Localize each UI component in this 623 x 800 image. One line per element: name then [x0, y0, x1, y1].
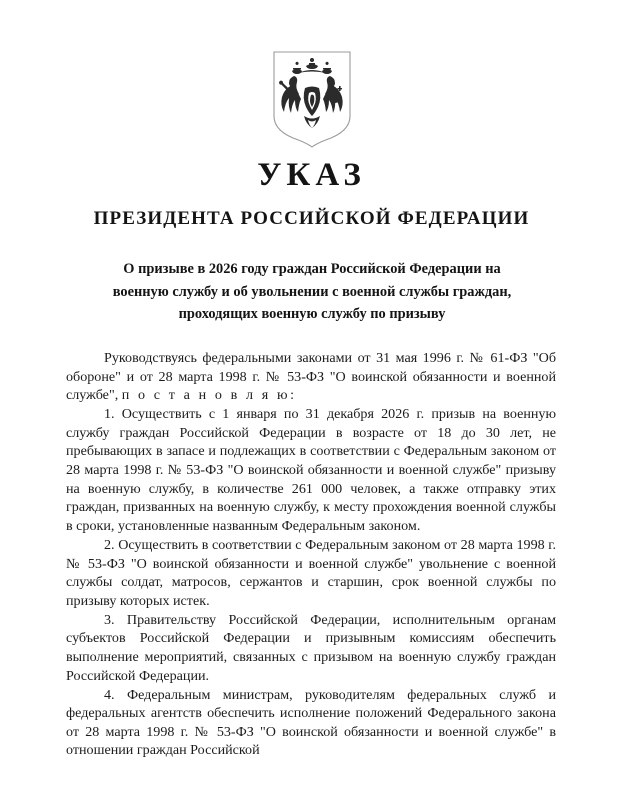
preamble-decree-verb: п о с т а н о в л я ю:	[121, 387, 297, 404]
subject-line-1: О призыве в 2026 году граждан Российской Федерации на	[123, 261, 501, 277]
document-title: УКАЗ	[257, 157, 366, 193]
issuing-authority: ПРЕЗИДЕНТА РОССИЙСКОЙ ФЕДЕРАЦИИ	[93, 207, 530, 229]
clause-4-text: Федеральным министрам, руководителям федеральных служб и федеральных агентств обеспечить исполнение положений Федерального закона от 28 марта 1998 г. № 53-ФЗ "О воинской обязанности и военной службе" в отношении граждан Российской	[66, 686, 556, 759]
clause-1-number: 1.	[104, 406, 115, 423]
subject-line-3: проходящих военную службу по призыву	[178, 306, 446, 322]
subject-heading	[72, 258, 552, 326]
clause-3-number: 3.	[104, 611, 115, 628]
preamble-paragraph	[66, 349, 556, 405]
clause-4-number: 4.	[104, 686, 115, 703]
clause-1	[66, 405, 556, 535]
document-body	[66, 349, 556, 760]
russian-coat-of-arms-icon	[271, 50, 353, 148]
title-block	[0, 158, 623, 230]
clause-3-text: Правительству Российской Федерации, исполнительным органам субъектов Российской Федерации и призывным комиссиям обеспечить выполнение мероприятий, связанных с призывом на военную службу граждан Российской Федерации.	[66, 611, 556, 684]
emblem-container	[0, 50, 623, 148]
preamble-text: Руководствуясь федеральными законами от 31 мая 1996 г. № 61-ФЗ "Об обороне" и от 28 марта 1998 г. № 53-ФЗ "О воинской обязанности и военной службе",	[66, 350, 556, 404]
clause-2-text: Осуществить в соответствии с Федеральным законом от 28 марта 1998 г. № 53-ФЗ "О воинской обязанности и военной службе" увольнение с военной службы солдат, матросов, сержантов и старшин, срок военной службы по призыву которых истек.	[66, 536, 556, 609]
clause-3	[66, 611, 556, 685]
clause-4	[66, 686, 556, 760]
clause-1-text: Осуществить с 1 января по 31 декабря 2026 г. призыв на военную службу граждан Российской Федерации в возрасте от 18 до 30 лет, не пребывающих в запасе и подлежащих в соответствии с Федеральным законом от 28 марта 1998 г. № 53-ФЗ "О воинской обязанности и военной службе" призыву на военную службу, в количестве 261 000 человек, а также отправку этих граждан, призванных на военную службу, к месту прохождения военной службы в сроки, установленные названным Федеральным законом.	[66, 406, 556, 534]
clause-2	[66, 536, 556, 610]
clause-2-number: 2.	[104, 536, 115, 553]
subject-line-2: военную службу и об увольнении с военной службы граждан,	[112, 283, 512, 300]
